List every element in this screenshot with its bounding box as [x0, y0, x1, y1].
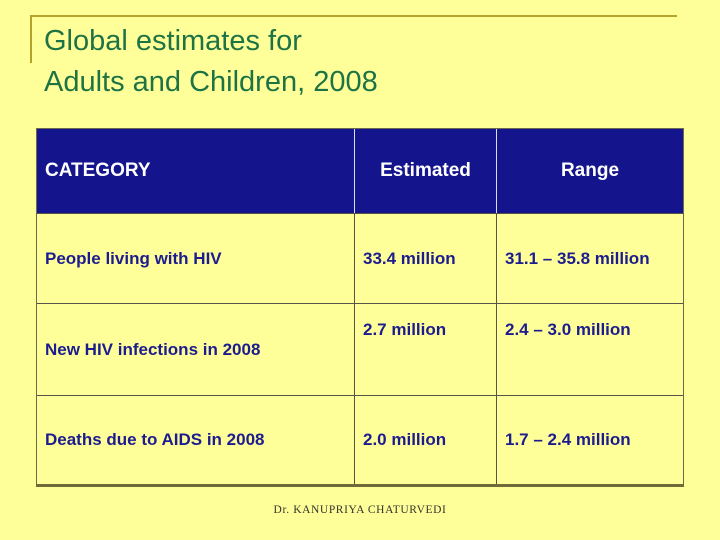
footer-author: Dr. KANUPRIYA CHATURVEDI	[273, 504, 447, 516]
estimates-table	[36, 128, 684, 487]
table-row-2-range: 2.4 – 3.0 million	[497, 303, 683, 395]
top-accent-line	[30, 15, 677, 17]
table-row-3-range: 1.7 – 2.4 million	[497, 395, 683, 484]
table-row-1-estimated: 33.4 million	[355, 213, 497, 303]
table-header-range: Range	[497, 129, 683, 213]
table-row-3-estimated: 2.0 million	[355, 395, 497, 484]
left-accent-line	[30, 15, 32, 63]
table-row-3-category: Deaths due to AIDS in 2008	[37, 395, 355, 484]
table-row-1-category: People living with HIV	[37, 213, 355, 303]
slide-title	[44, 21, 378, 103]
table-header-estimated: Estimated	[355, 129, 497, 213]
table-row-1-range: 31.1 – 35.8 million	[497, 213, 683, 303]
slide-title-line1: Global estimates for	[44, 25, 302, 57]
table-header-category: CATEGORY	[37, 129, 355, 213]
table-row-2-category: New HIV infections in 2008	[37, 303, 355, 395]
slide-title-line2: Adults and Children, 2008	[44, 66, 378, 98]
table-row-2-estimated: 2.7 million	[355, 303, 497, 395]
